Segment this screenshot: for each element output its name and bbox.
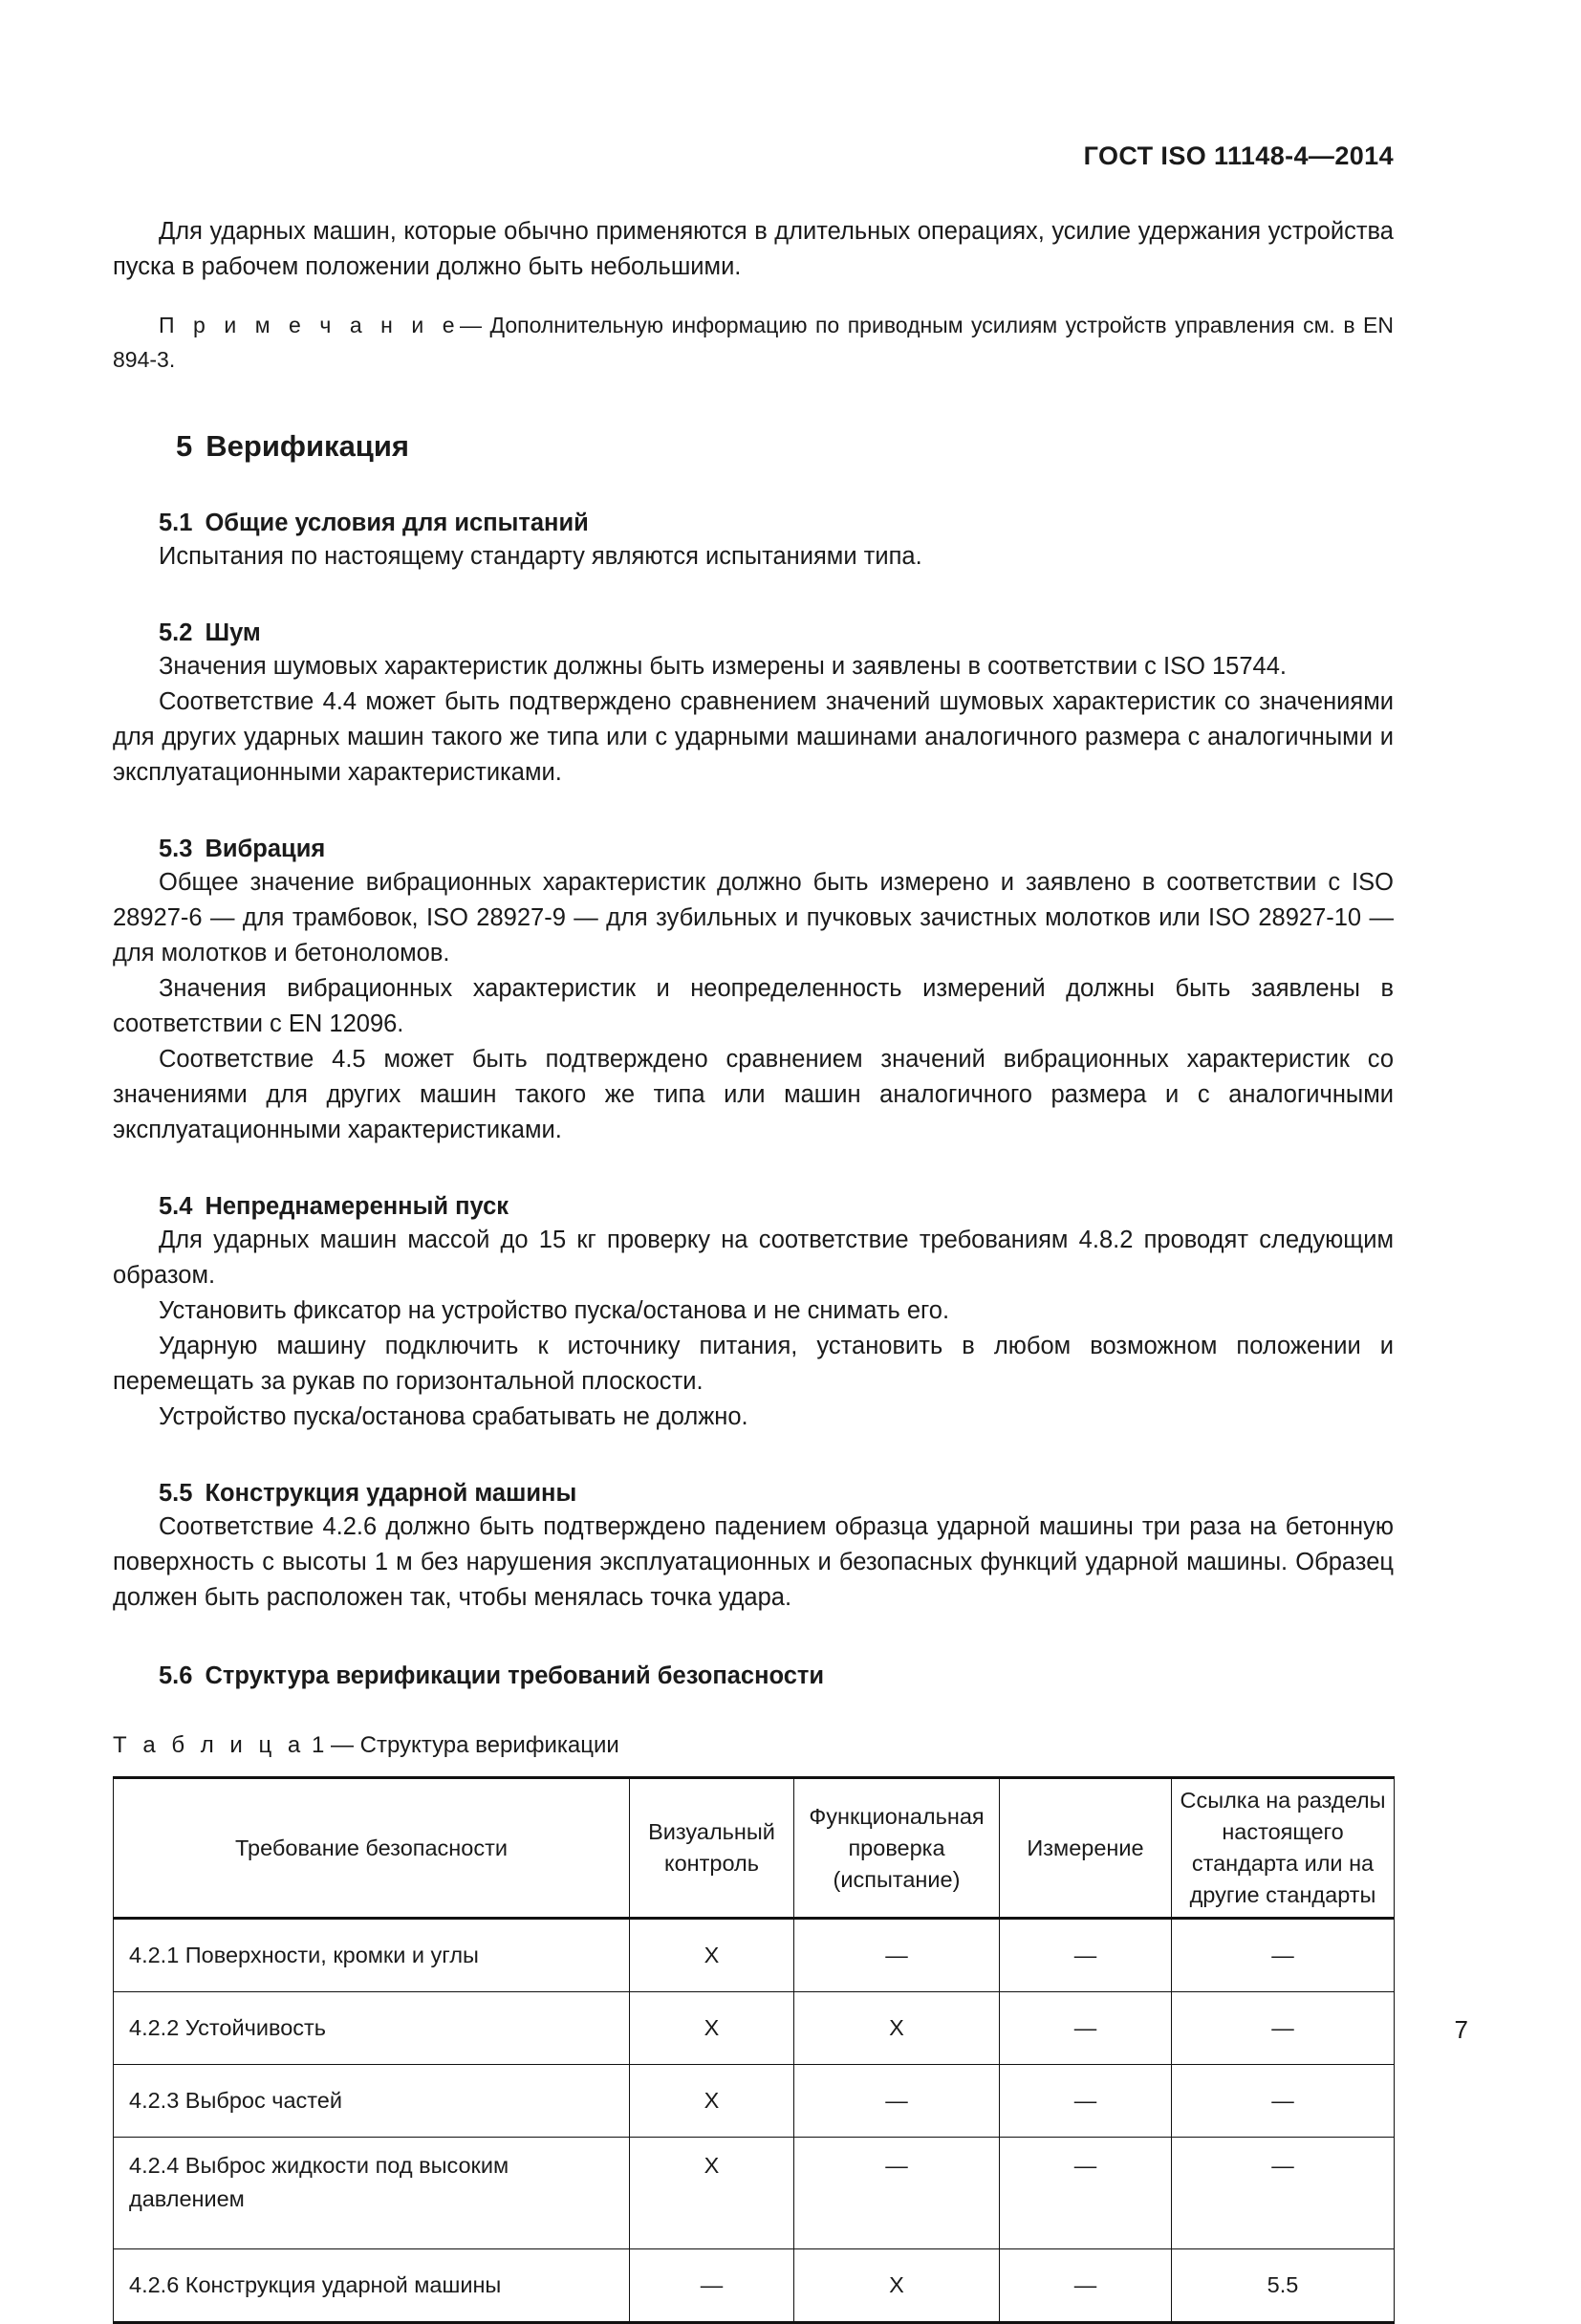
column-header-reference: Ссылка на разделы настоящего стандарта или на другие стандарты — [1172, 1778, 1395, 1919]
section-heading-5 — [113, 428, 1394, 465]
cell-measurement: — — [1000, 2065, 1172, 2138]
subsection-title-5-4: Непреднамеренный пуск — [205, 1193, 509, 1220]
subsection-number-5-6: 5.6 — [159, 1662, 193, 1689]
subsection-heading-5-6 — [113, 1660, 1394, 1692]
cell-requirement: 4.2.1 Поверхности, кромки и углы — [114, 1919, 630, 1992]
subsection-number-5-4: 5.4 — [159, 1193, 193, 1220]
table-caption — [113, 1730, 1394, 1761]
paragraph-5-4-3: Ударную машину подключить к источнику питания, установить в любом возможном положении и перемещать за рукав по горизонтальной плоскости. — [113, 1333, 1394, 1395]
subsection-title-5-6: Структура верификации требований безопасности — [205, 1662, 825, 1689]
cell-visual: X — [630, 1992, 794, 2065]
subsection-heading-5-1 — [113, 507, 1394, 539]
verification-structure-table — [113, 1776, 1395, 2324]
cell-requirement: 4.2.3 Выброс частей — [114, 2065, 630, 2138]
standard-designation: ГОСТ ISO 11148-4—2014 — [1083, 141, 1394, 170]
paragraph-5-3-1: Общее значение вибрационных характеристик должно быть измерено и заявлено в соответствии с ISO 28927-6 — для трамбовок, ISO 28927-9 — для зубильных и пучковых зачистных молотков или ISO 28927-10 — для молотков и бетоноломов. — [113, 869, 1394, 967]
cell-reference: — — [1172, 2065, 1395, 2138]
subsection-title-5-1: Общие условия для испытаний — [205, 510, 589, 536]
subsection-heading-5-3 — [113, 833, 1394, 865]
table-row — [114, 2249, 1395, 2323]
cell-requirement: 4.2.2 Устойчивость — [114, 1992, 630, 2065]
section-number-5: 5 — [176, 429, 193, 463]
column-header-functional: Функциональная проверка (испытание) — [794, 1778, 1000, 1919]
cell-functional: — — [794, 2138, 1000, 2249]
cell-visual: X — [630, 2138, 794, 2249]
subsection-title-5-3: Вибрация — [205, 836, 326, 862]
subsection-title-5-2: Шум — [205, 619, 261, 646]
table-row — [114, 2138, 1395, 2249]
paragraph-5-4-2: Установить фиксатор на устройство пуска/останова и не снимать его. — [159, 1297, 950, 1324]
cell-visual: X — [630, 2065, 794, 2138]
column-header-visual: Визуальный контроль — [630, 1778, 794, 1919]
cell-functional: X — [794, 1992, 1000, 2065]
cell-measurement: — — [1000, 2138, 1172, 2249]
page-content — [113, 0, 1394, 2324]
paragraph-5-2-2: Соответствие 4.4 может быть подтверждено сравнением значений шумовых характеристик со значениями для других ударных машин такого же типа или с ударными машинами аналогичного размера с аналогичными и эксплуатационными характеристиками. — [113, 688, 1394, 786]
table-row — [114, 1992, 1395, 2065]
cell-visual: X — [630, 1919, 794, 1992]
subsection-heading-5-4 — [113, 1190, 1394, 1223]
subsection-number-5-5: 5.5 — [159, 1480, 193, 1507]
cell-functional: — — [794, 1919, 1000, 1992]
cell-reference: — — [1172, 1992, 1395, 2065]
table-header — [114, 1778, 1395, 1919]
table-caption-number: 1 — [311, 1732, 325, 1758]
table-caption-label: Т а б л и ц а — [113, 1732, 306, 1758]
cell-functional: — — [794, 2065, 1000, 2138]
table-body — [114, 1919, 1395, 2323]
table-row — [114, 2065, 1395, 2138]
paragraph-5-4-4: Устройство пуска/останова срабатывать не должно. — [159, 1403, 748, 1430]
cell-reference: — — [1172, 1919, 1395, 1992]
table-header-row — [114, 1778, 1395, 1919]
paragraph-5-3-2: Значения вибрационных характеристик и неопределенность измерений должны быть заявлены в соответствии с EN 12096. — [113, 975, 1394, 1037]
cell-measurement: — — [1000, 2249, 1172, 2323]
cell-reference: — — [1172, 2138, 1395, 2249]
paragraph-5-1-1: Испытания по настоящему стандарту являются испытаниями типа. — [159, 543, 922, 570]
paragraph-5-3-3: Соответствие 4.5 может быть подтверждено сравнением значений вибрационных характеристик со значениями для других машин такого же типа или машин аналогичного размера и с аналогичными эксплуатационными характеристиками. — [113, 1046, 1394, 1143]
cell-measurement: — — [1000, 1919, 1172, 1992]
section-title-5: Верификация — [206, 429, 410, 463]
table-caption-dash: — — [330, 1732, 354, 1758]
cell-visual: — — [630, 2249, 794, 2323]
paragraph-5-5-1: Соответствие 4.2.6 должно быть подтверждено падением образца ударной машины три раза на бетонную поверхность с высоты 1 м без нарушения эксплуатационных и безопасных функций ударной машины. Образец должен быть расположен так, чтобы менялась точка удара. — [113, 1513, 1394, 1611]
note-label: П р и м е ч а н и е — [159, 313, 460, 337]
cell-requirement: 4.2.6 Конструкция ударной машины — [114, 2249, 630, 2323]
note-text: Дополнительную информацию по приводным усилиям устройств управления см. в EN 894-3. — [113, 313, 1395, 372]
cell-functional: X — [794, 2249, 1000, 2323]
paragraph-5-4-1: Для ударных машин массой до 15 кг проверку на соответствие требованиям 4.8.2 проводят следующим образом. — [113, 1227, 1394, 1289]
table-row — [114, 1919, 1395, 1992]
running-header — [113, 141, 1394, 180]
subsection-number-5-1: 5.1 — [159, 510, 193, 536]
cell-reference: 5.5 — [1172, 2249, 1395, 2323]
table-caption-title: Структура верификации — [359, 1732, 619, 1758]
column-header-requirement: Требование безопасности — [114, 1778, 630, 1919]
cell-measurement: — — [1000, 1992, 1172, 2065]
paragraph-5-2-1: Значения шумовых характеристик должны быть измерены и заявлены в соответствии с ISO 15744. — [159, 653, 1287, 680]
subsection-title-5-5: Конструкция ударной машины — [205, 1480, 577, 1507]
note-block — [113, 308, 1394, 377]
subsection-heading-5-5 — [113, 1477, 1394, 1510]
subsection-number-5-3: 5.3 — [159, 836, 193, 862]
page-number: 7 — [1454, 2015, 1468, 2044]
subsection-heading-5-2 — [113, 617, 1394, 649]
subsection-number-5-2: 5.2 — [159, 619, 193, 646]
column-header-measurement: Измерение — [1000, 1778, 1172, 1919]
cell-requirement: 4.2.4 Выброс жидкости под высоким давлением — [114, 2138, 630, 2249]
note-dash: — — [460, 313, 482, 337]
intro-paragraph: Для ударных машин, которые обычно применяются в длительных операциях, усилие удержания устройства пуска в рабочем положении должно быть небольшими. — [113, 218, 1394, 280]
